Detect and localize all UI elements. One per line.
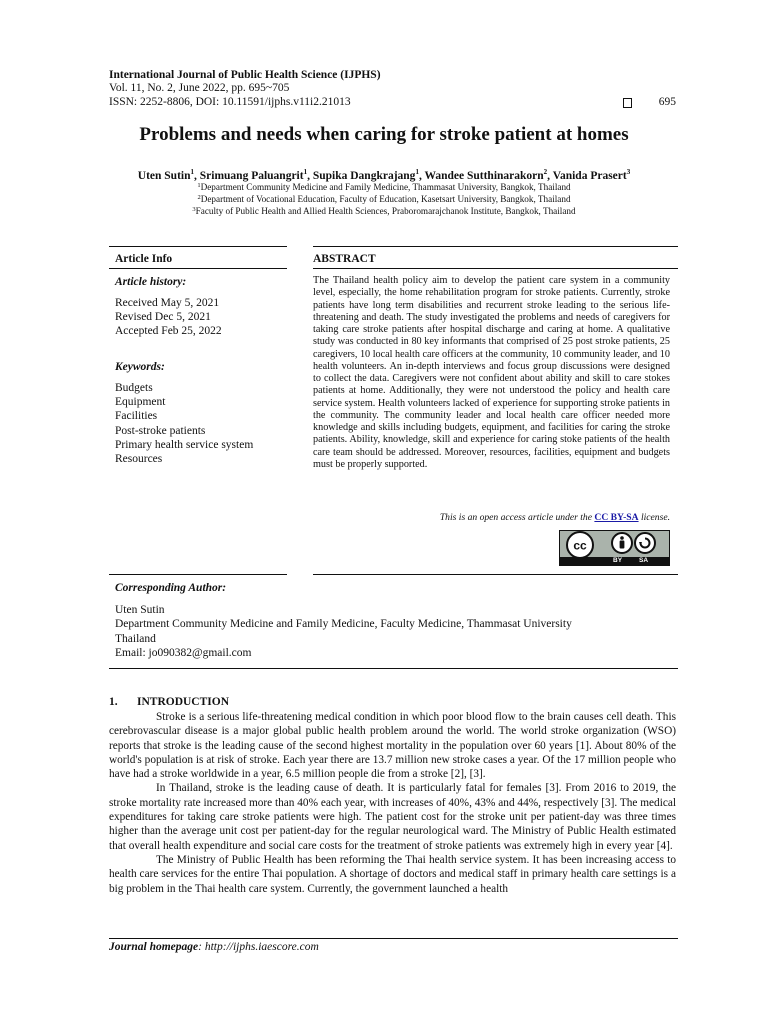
share-alike-icon [635,533,655,553]
abstract-text: The Thailand health policy aim to develop the patient care system in a community level, especially, the home rehabilitation program for stroke patients. Currently, stroke patients have long term disabilities and recurrent stroke leading to the serious life-threatening and death. The study investigated the problems and needs of caregivers for taking care stroke patients after hospital discharge and caring at home. A qualitative study was conducted in 80 key informants that comprised of 25 post stroke patients, 25 caregivers, 10 local health care officers at the community, 10 community leader, and 10 health volunteers. An in-depth interviews and focus group discussions were designed to collect the data. Caregivers were not confident about ability and skill to care stokes patients at home. Additionally, they were not understood the policy and health care service system. Health volunteers lacked of experience for supporting stroke patients in the community. The community leader and local health care officer needed more knowledge and skills including budgets, equipment, and facilities for caring the stroke patients. Ability, knowledge, skill and experience for caring stoke patients of the health care team should be addressed. Moreover, resources, facilities, equipment and budgets must be properly supported. [313,275,670,470]
journal-name: International Journal of Public Health Science (IJPHS) [109,69,381,81]
paragraph: Stroke is a serious life-threatening medical condition in which poor blood flow to the brain causes cell death. This cerebrovascular disease is a major global public health problem around the world. The world stroke organization (WSO) reports that stroke is the leading cause of the second highest mortality in the population over 60 years [1]. About 80% of the world's population is at risk of stroke. Each year there are 13.7 million new stroke cases a year. Of the 17 million people who have had a stroke worldwide in a year, 6.5 million people die from a stroke [2], [3]. [109,711,676,781]
badge-sa-label: SA [639,557,649,564]
introduction-body [109,710,676,896]
author-list [60,168,708,182]
license-link[interactable]: CC BY-SA [594,512,639,523]
page-square-icon [623,98,632,108]
badge-by-label: BY [613,557,623,564]
divider [109,268,287,269]
divider [109,668,678,669]
paragraph: In Thailand, stroke is the leading cause of death. It is particularly fatal for females [3]. From 2016 to 2019, the stroke mortality rate increased more than 40% each year, with increases of 40%, 43% and 44%, respectively [3]. The medical expenditures for taking care stroke patients were high. The patient cost for the stroke unit per patient-day was three times higher than the average unit cost per patient-day for the regular neurological ward. The Ministry of Public Health estimated that overall health expenditure and social care costs for the treatment of stroke patients was extremely high in every year [4]. [109,782,676,852]
corresponding-author-details [115,603,572,660]
paper-title: Problems and needs when caring for stroke patient at homes [139,124,629,145]
svg-text:cc: cc [573,538,587,553]
divider [109,574,287,575]
author: Supika Dangkrajang$^1$, [312,168,425,182]
journal-issn-doi: ISSN: 2252-8806, DOI: 10.11591/ijphs.v11i2.21013 [109,96,351,108]
divider [313,574,678,575]
keywords-heading: Keywords: [115,361,165,373]
corresponding-email: Email: jo090382@gmail.com [115,646,252,659]
author: Srimuang Paluangrit$^1$, [199,168,313,182]
corresponding-department: Department Community Medicine and Family Medicine, Faculty Medicine, Thammasat University [115,618,572,631]
cc-icon [567,532,593,557]
corresponding-name: Uten Sutin [115,604,165,616]
revised-date: Revised Dec 5, 2021 [115,311,211,324]
paragraph: The Ministry of Public Health has been reforming the Thai health service system. It has been increasing access to health care services for the entire Thai population. A shortage of doctors and medical staff in primary health care settings is a big problem in the Thai health care system. Currently, the government launched a health [109,853,676,895]
keyword: Resources [115,453,163,466]
page-number: 695 [658,96,676,108]
keyword: Budgets [115,382,153,394]
footer-divider [109,938,678,939]
homepage-link[interactable]: : http://ijphs.iaescore.com [198,941,319,953]
abstract-heading: ABSTRACT [313,253,376,265]
corresponding-country: Thailand [115,632,156,645]
received-date: Received May 5, 2021 [115,297,220,309]
attribution-person-icon [612,533,632,553]
divider [313,268,678,269]
divider [109,246,287,247]
author: Wandee Sutthinarakorn$^2$, [424,168,553,182]
article-info-heading: Article Info [115,253,173,265]
keyword: Facilities [115,410,158,423]
divider [313,246,678,247]
journal-volume: Vol. 11, No. 2, June 2022, pp. 695~705 [109,82,290,94]
keyword: Equipment [115,396,166,409]
cc-badge-icons [560,531,669,557]
keyword-list [115,381,253,466]
corresponding-author-heading: Corresponding Author: [115,582,227,594]
cc-by-sa-badge[interactable] [559,530,670,566]
affiliation: $^3$Faculty of Public Health and Allied Health Sciences, Praboromarajchanok Institute, Bangkok, Thailand [192,206,576,216]
article-history [115,296,222,339]
accepted-date: Accepted Feb 25, 2022 [115,325,222,338]
journal-homepage: Journal homepage: http://ijphs.iaescore.com [109,941,319,953]
affiliation: $^2$Department of Vocational Education, Faculty of Education, Kasetsart University, Bangkok, Thailand [197,194,571,204]
open-access-notice: This is an open access article under the CC BY-SA license. [439,512,670,523]
affiliation: $^1$Department Community Medicine and Family Medicine, Thammasat University, Bangkok, Thailand [197,182,571,192]
keyword: Primary health service system [115,438,254,451]
author: Vanida Prasert$^3$ [552,168,631,182]
author: Uten Sutin$^1$, [137,168,200,182]
section-heading: 1. INTRODUCTION [109,696,230,708]
keyword: Post-stroke patients [115,424,206,437]
article-history-heading: Article history: [115,276,187,288]
